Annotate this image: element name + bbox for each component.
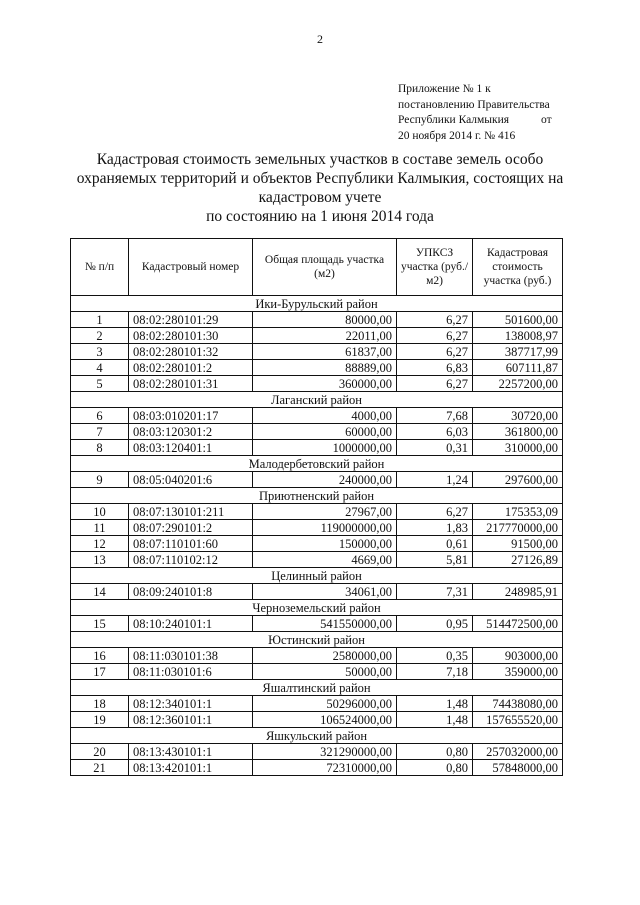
cadastral-value: 297600,00: [473, 472, 563, 488]
table-row: [71, 312, 563, 328]
cadastral-value: 175353,09: [473, 504, 563, 520]
cadastral-table: [70, 238, 563, 776]
upksz-rate: 1,83: [397, 520, 473, 536]
total-area: 240000,00: [253, 472, 397, 488]
upksz-rate: 1,24: [397, 472, 473, 488]
cadastral-number: 08:02:280101:32: [129, 344, 253, 360]
row-number: 2: [71, 328, 129, 344]
cadastral-number: 08:11:030101:38: [129, 648, 253, 664]
table-row: [71, 536, 563, 552]
district-row: [71, 632, 563, 648]
cadastral-number: 08:07:110101:60: [129, 536, 253, 552]
total-area: 27967,00: [253, 504, 397, 520]
cadastral-number: 08:05:040201:6: [129, 472, 253, 488]
district-row: [71, 488, 563, 504]
district-row: [71, 296, 563, 312]
cadastral-number: 08:07:290101:2: [129, 520, 253, 536]
table-row: [71, 584, 563, 600]
total-area: 106524000,00: [253, 712, 397, 728]
appendix-line-3-text: Республики Калмыкия: [398, 114, 510, 126]
cadastral-number: 08:02:280101:31: [129, 376, 253, 392]
table-row: [71, 360, 563, 376]
table-row: [71, 344, 563, 360]
total-area: 60000,00: [253, 424, 397, 440]
cadastral-number: 08:07:130101:211: [129, 504, 253, 520]
district-name: Черноземельский район: [71, 600, 563, 616]
upksz-rate: 6,27: [397, 328, 473, 344]
district-name: Целинный район: [71, 568, 563, 584]
table-row: [71, 408, 563, 424]
cadastral-value: 138008,97: [473, 328, 563, 344]
table-row: [71, 376, 563, 392]
row-number: 4: [71, 360, 129, 376]
cadastral-value: 903000,00: [473, 648, 563, 664]
table-row: [71, 328, 563, 344]
total-area: 22011,00: [253, 328, 397, 344]
cadastral-number: 08:09:240101:8: [129, 584, 253, 600]
district-row: [71, 568, 563, 584]
appendix-line-1: Приложение № 1 к: [398, 83, 491, 95]
table-body: [71, 296, 563, 776]
header-num: № п/п: [71, 239, 129, 296]
table-row: [71, 648, 563, 664]
cadastral-number: 08:12:340101:1: [129, 696, 253, 712]
cadastral-value: 217770000,00: [473, 520, 563, 536]
row-number: 20: [71, 744, 129, 760]
total-area: 4669,00: [253, 552, 397, 568]
row-number: 16: [71, 648, 129, 664]
district-name: Яшкульский район: [71, 728, 563, 744]
title-line-4: по состоянию на 1 июня 2014 года: [206, 208, 434, 225]
district-row: [71, 600, 563, 616]
row-number: 6: [71, 408, 129, 424]
table-row: [71, 744, 563, 760]
district-name: Яшалтинский район: [71, 680, 563, 696]
upksz-rate: 1,48: [397, 696, 473, 712]
row-number: 13: [71, 552, 129, 568]
table-row: [71, 696, 563, 712]
cadastral-value: 607111,87: [473, 360, 563, 376]
cadastral-value: 157655520,00: [473, 712, 563, 728]
header-rate: УПКСЗ участка (руб./м2): [397, 239, 473, 296]
total-area: 4000,00: [253, 408, 397, 424]
total-area: 72310000,00: [253, 760, 397, 776]
table-row: [71, 712, 563, 728]
cadastral-value: 514472500,00: [473, 616, 563, 632]
table-row: [71, 616, 563, 632]
appendix-line-3-tail: от: [541, 114, 552, 126]
row-number: 14: [71, 584, 129, 600]
upksz-rate: 0,80: [397, 744, 473, 760]
cadastral-value: 27126,89: [473, 552, 563, 568]
upksz-rate: 6,27: [397, 344, 473, 360]
total-area: 61837,00: [253, 344, 397, 360]
table-row: [71, 520, 563, 536]
district-name: Приютненский район: [71, 488, 563, 504]
row-number: 1: [71, 312, 129, 328]
cadastral-value: 74438080,00: [473, 696, 563, 712]
cadastral-number: 08:03:120401:1: [129, 440, 253, 456]
total-area: 2580000,00: [253, 648, 397, 664]
row-number: 11: [71, 520, 129, 536]
upksz-rate: 0,95: [397, 616, 473, 632]
row-number: 7: [71, 424, 129, 440]
cadastral-value: 359000,00: [473, 664, 563, 680]
table-row: [71, 424, 563, 440]
title-line-1: Кадастровая стоимость земельных участков в составе земель особо: [96, 151, 544, 168]
upksz-rate: 0,31: [397, 440, 473, 456]
upksz-rate: 5,81: [397, 552, 473, 568]
row-number: 10: [71, 504, 129, 520]
table-row: [71, 664, 563, 680]
upksz-rate: 0,61: [397, 536, 473, 552]
row-number: 15: [71, 616, 129, 632]
cadastral-value: 248985,91: [473, 584, 563, 600]
row-number: 3: [71, 344, 129, 360]
cadastral-value: 501600,00: [473, 312, 563, 328]
cadastral-number: 08:13:420101:1: [129, 760, 253, 776]
cadastral-value: 310000,00: [473, 440, 563, 456]
cadastral-number: 08:02:280101:2: [129, 360, 253, 376]
cadastral-number: 08:02:280101:29: [129, 312, 253, 328]
table-row: [71, 504, 563, 520]
header-cadastral: Кадастровый номер: [129, 239, 253, 296]
district-name: Лаганский район: [71, 392, 563, 408]
total-area: 88889,00: [253, 360, 397, 376]
header-area: Общая площадь участка (м2): [253, 239, 397, 296]
table-row: [71, 552, 563, 568]
table-row: [71, 440, 563, 456]
title-line-3: кадастровом учете: [258, 189, 382, 206]
cadastral-number: 08:11:030101:6: [129, 664, 253, 680]
total-area: 50000,00: [253, 664, 397, 680]
cadastral-value: 57848000,00: [473, 760, 563, 776]
total-area: 321290000,00: [253, 744, 397, 760]
cadastral-value: 257032000,00: [473, 744, 563, 760]
row-number: 5: [71, 376, 129, 392]
document-title: [60, 150, 580, 226]
cadastral-number: 08:03:010201:17: [129, 408, 253, 424]
cadastral-number: 08:13:430101:1: [129, 744, 253, 760]
cadastral-number: 08:03:120301:2: [129, 424, 253, 440]
upksz-rate: 7,18: [397, 664, 473, 680]
total-area: 119000000,00: [253, 520, 397, 536]
upksz-rate: 1,48: [397, 712, 473, 728]
total-area: 541550000,00: [253, 616, 397, 632]
district-name: Малодербетовский район: [71, 456, 563, 472]
appendix-line-4: 20 ноября 2014 г. № 416: [398, 129, 516, 142]
upksz-rate: 6,27: [397, 376, 473, 392]
row-number: 19: [71, 712, 129, 728]
upksz-rate: 6,03: [397, 424, 473, 440]
cadastral-value: 2257200,00: [473, 376, 563, 392]
cadastral-value: 361800,00: [473, 424, 563, 440]
table-row: [71, 760, 563, 776]
upksz-rate: 6,27: [397, 504, 473, 520]
cadastral-value: 30720,00: [473, 408, 563, 424]
upksz-rate: 7,68: [397, 408, 473, 424]
appendix-line-3: [398, 113, 598, 129]
total-area: 34061,00: [253, 584, 397, 600]
upksz-rate: 7,31: [397, 584, 473, 600]
total-area: 50296000,00: [253, 696, 397, 712]
header-value: Кадастровая стоимость участка (руб.): [473, 239, 563, 296]
cadastral-number: 08:07:110102:12: [129, 552, 253, 568]
upksz-rate: 6,83: [397, 360, 473, 376]
row-number: 21: [71, 760, 129, 776]
row-number: 9: [71, 472, 129, 488]
appendix-line-2: постановлению Правительства: [398, 98, 550, 111]
row-number: 8: [71, 440, 129, 456]
appendix-block: [398, 82, 598, 144]
row-number: 12: [71, 536, 129, 552]
cadastral-value: 387717,99: [473, 344, 563, 360]
title-line-2: охраняемых территорий и объектов Республики Калмыкия, состоящих на: [76, 170, 564, 187]
page-number: 2: [317, 32, 323, 46]
table-row: [71, 472, 563, 488]
cadastral-number: 08:12:360101:1: [129, 712, 253, 728]
table-header-row: [71, 239, 563, 296]
upksz-rate: 0,80: [397, 760, 473, 776]
cadastral-value: 91500,00: [473, 536, 563, 552]
row-number: 18: [71, 696, 129, 712]
upksz-rate: 0,35: [397, 648, 473, 664]
total-area: 80000,00: [253, 312, 397, 328]
total-area: 150000,00: [253, 536, 397, 552]
district-row: [71, 728, 563, 744]
district-name: Юстинский район: [71, 632, 563, 648]
district-row: [71, 456, 563, 472]
upksz-rate: 6,27: [397, 312, 473, 328]
district-row: [71, 680, 563, 696]
total-area: 1000000,00: [253, 440, 397, 456]
total-area: 360000,00: [253, 376, 397, 392]
cadastral-number: 08:02:280101:30: [129, 328, 253, 344]
row-number: 17: [71, 664, 129, 680]
cadastral-number: 08:10:240101:1: [129, 616, 253, 632]
district-name: Ики-Бурульский район: [71, 296, 563, 312]
district-row: [71, 392, 563, 408]
